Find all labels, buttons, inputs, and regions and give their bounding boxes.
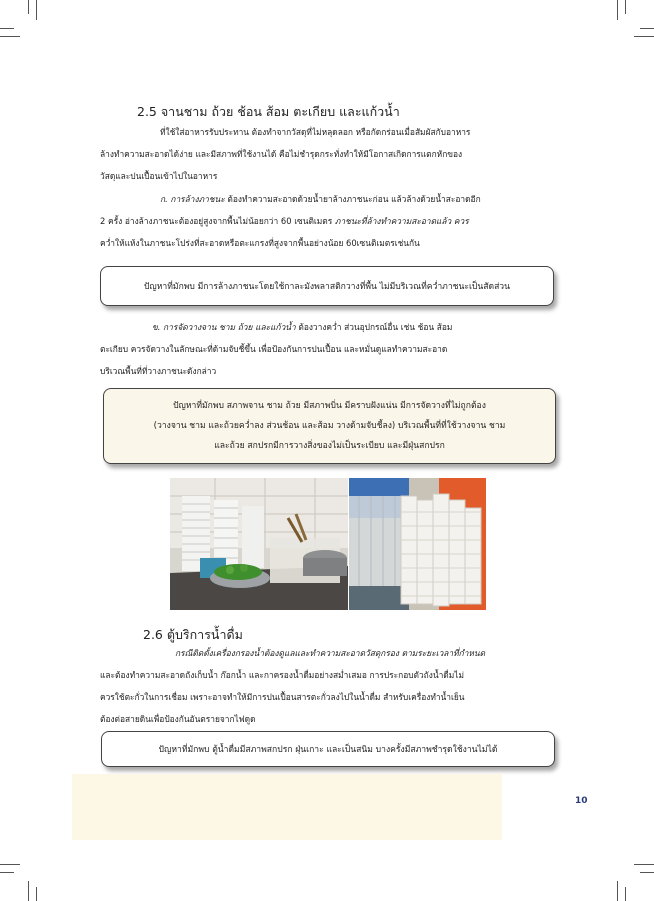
subheading-washing: ก. การล้างภาชนะ bbox=[160, 194, 225, 204]
crop-mark bbox=[36, 0, 37, 20]
text-line: ตะเกียบ ควรจัดวางในลักษณะที่ด้ามจับชี้ขึ้น เพื่อป้องกันการปนเปื้อน และหมั่นดูแลทำความสะอาด bbox=[100, 344, 448, 354]
problem-text: (วางจาน ชาม และถ้วยคว่ำลง ส่วนช้อน และส้อม วางด้ามจับชี้ลง) บริเวณพื้นที่ที่ใช้วางจาน ชาม bbox=[153, 421, 506, 431]
text-line: บริเวณพื้นที่ที่วางภาชนะดังกล่าว bbox=[100, 366, 217, 376]
crop-mark bbox=[617, 881, 618, 901]
text-line bbox=[100, 188, 553, 210]
problem-text: ปัญหาที่มักพบ ตู้น้ำดื่มมีสภาพสกปรก ฝุ่นเกาะ และเป็นสนิม บางครั้งมีสภาพชำรุดใช้งานไม่ได้ bbox=[158, 745, 498, 755]
text-line: คว่ำให้แห้งในภาชนะโปร่งที่สะอาดหรือตะแกรงที่สูงจากพื้นอย่างน้อย 60เซนติเมตรเช่นกัน bbox=[100, 238, 420, 248]
crop-mark bbox=[634, 36, 654, 37]
crop-mark bbox=[0, 864, 20, 865]
page-number: 10 bbox=[575, 796, 588, 806]
text-line: ควรใช้ตะกั่วในการเชื่อม เพราะอาจทำให้มีการปนเปื้อนสารตะกั่วลงไปในน้ำดื่ม สำหรับเครื่องทำน้ำเย็น bbox=[100, 692, 465, 702]
paragraph-2-5-intro bbox=[100, 121, 553, 187]
text-line bbox=[100, 210, 553, 232]
subheading-placement: ข. การจัดวางจาน ชาม ถ้วย และแก้วน้ำ bbox=[152, 322, 296, 332]
text-line: ต้องต่อสายดินเพื่อป้องกันอันตรายจากไฟดูด bbox=[100, 714, 256, 724]
paragraph-water-dispenser bbox=[100, 642, 553, 730]
paragraph-washing bbox=[100, 188, 553, 254]
crop-mark bbox=[625, 0, 626, 14]
photo-dish-rack bbox=[170, 478, 348, 610]
problem-text: และถ้วย สกปรกมีการวางสิ่งของไม่เป็นระเบียบ และมีฝุ่นสกปรก bbox=[214, 441, 445, 451]
problem-box-placement bbox=[103, 388, 556, 464]
crop-mark bbox=[625, 887, 626, 901]
text-line: และต้องทำความสะอาดถังเก็บน้ำ ก๊อกน้ำ และกาครองน้ำดื่มอย่างสม่ำเสมอ การประกอบตัวถังน้ำดื่มไม่ bbox=[100, 670, 464, 680]
problem-box-washing bbox=[100, 266, 554, 306]
crop-mark bbox=[640, 28, 654, 29]
photo-bowl-stacks bbox=[349, 478, 486, 610]
problem-box-dispenser bbox=[101, 731, 555, 767]
crop-mark bbox=[28, 0, 29, 14]
footer-band bbox=[72, 774, 502, 840]
crop-mark bbox=[36, 887, 37, 901]
crop-mark bbox=[0, 872, 14, 873]
text-line: ล้างทำความสะอาดได้ง่าย และมีสภาพที่ใช้งานได้ คือไม่ชำรุดกระทั่งทำให้มีโอกาสเกิดการแตกหักของ bbox=[100, 149, 463, 159]
text-span: ต้องทำความสะอาดด้วยน้ำยาล้างภาชนะก่อน แล้วล้างด้วยน้ำสะอาดอีก bbox=[227, 194, 481, 204]
problem-text: ปัญหาที่มักพบ มีการล้างภาชนะโดยใช้กาละมังพลาสติกวางที่พื้น ไม่มีบริเวณที่คว่ำภาชนะเป็นสัดส่วน bbox=[143, 282, 511, 292]
text-span: ภาชนะที่ล้างทำความสะอาดแล้ว ควร bbox=[334, 216, 469, 226]
text-span: ต้องวางคว่ำ ส่วนอุปกรณ์อื่น เช่น ช้อน ส้อม bbox=[298, 322, 453, 332]
problem-text: ปัญหาที่มักพบ สภาพจาน ชาม ถ้วย มีสภาพบิ่น มีคราบฝังแน่น มีการจัดวางที่ไม่ถูกต้อง bbox=[173, 401, 486, 411]
text-line: ที่ใช้ใส่อาหารรับประทาน ต้องทำจากวัสดุที่ไม่หลุดลอก หรือกัดกร่อนเมื่อสัมผัสกับอาหาร bbox=[160, 127, 471, 137]
paragraph-placement bbox=[100, 316, 553, 382]
text-line: กรณีติดตั้งเครื่องกรองน้ำต้องดูแลและทำความสะอาดวัสดุกรอง ตามระยะเวลาที่กำหนด bbox=[175, 648, 486, 658]
crop-mark bbox=[617, 0, 618, 20]
section-heading-2-6: 2.6 ตู้บริการน้ำดื่ม bbox=[143, 627, 243, 642]
text-line bbox=[100, 316, 553, 338]
crop-mark bbox=[640, 872, 654, 873]
crop-mark bbox=[0, 28, 14, 29]
text-span: 2 ครั้ง อ่างล้างภาชนะต้องอยู่สูงจากพื้นไม่น้อยกว่า 60 เซนติเมตร bbox=[100, 216, 333, 226]
crop-mark bbox=[0, 36, 20, 37]
section-heading-2-5: 2.5 จานชาม ถ้วย ช้อน ส้อม ตะเกียบ และแก้วน้ำ bbox=[137, 104, 400, 119]
text-line: วัสดุและปนเปื้อนเข้าไปในอาหาร bbox=[100, 171, 218, 181]
crop-mark bbox=[28, 881, 29, 901]
crop-mark bbox=[634, 864, 654, 865]
